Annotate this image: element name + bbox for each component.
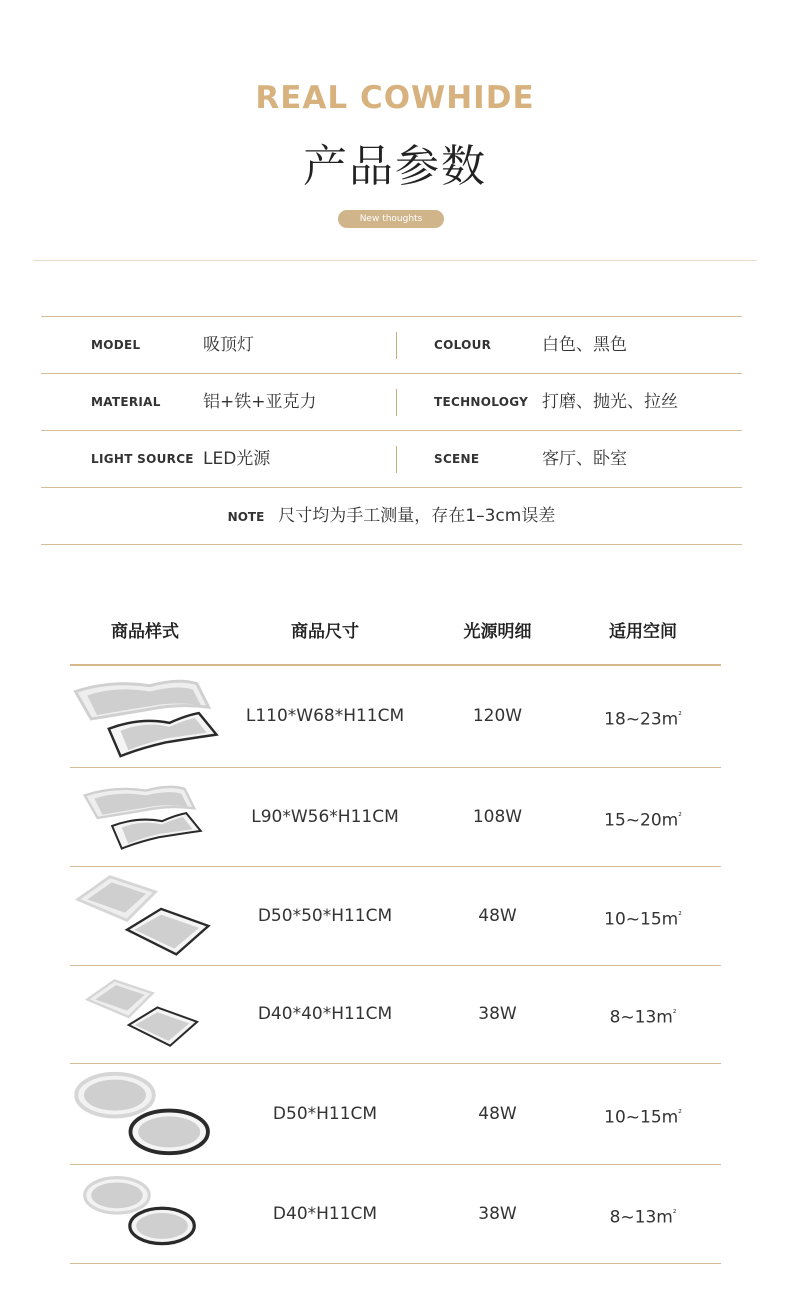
spec-row: [41, 431, 742, 487]
table-header: [70, 600, 721, 666]
area-cell: [565, 966, 721, 1067]
area-unit-sup: ²: [678, 711, 682, 721]
table-row: [70, 867, 721, 966]
power-cell: 38W: [478, 1004, 517, 1024]
area-value: 10~15: [604, 909, 662, 930]
area-unit-sup: ²: [678, 911, 682, 921]
area-unit: m: [661, 709, 679, 730]
area-cell: [565, 867, 721, 969]
area-unit: m: [661, 909, 679, 930]
divider: [396, 389, 397, 416]
area-unit-sup: ²: [672, 1209, 677, 1219]
spec-label: COLOUR: [434, 338, 492, 352]
spec-row: [41, 374, 742, 430]
power-cell: 48W: [478, 906, 517, 926]
power-cell: 48W: [478, 1104, 517, 1124]
spec-label: SCENE: [434, 452, 480, 466]
area-value: 15~20: [604, 810, 662, 831]
table-row: [70, 966, 721, 1064]
area-unit: m: [656, 1207, 673, 1228]
size-cell: D40*40*H11CM: [257, 1004, 393, 1024]
size-cell: L90*W56*H11CM: [251, 807, 399, 827]
area-value: 18~23: [604, 709, 662, 730]
brand-title: REAL COWHIDE: [255, 80, 535, 116]
page-title: 产品参数: [303, 141, 487, 192]
spec-label: MODEL: [91, 338, 141, 352]
area-unit: m: [661, 810, 679, 831]
lamp-thumbnail: [70, 1068, 220, 1160]
spec-row: [41, 317, 742, 373]
lamp-thumbnail: [70, 772, 220, 862]
area-cell: [565, 1064, 721, 1168]
lamp-thumbnail: [70, 871, 220, 961]
column-header: 商品尺寸: [291, 622, 359, 642]
area-unit: m: [656, 1007, 673, 1028]
power-cell: 38W: [478, 1204, 517, 1224]
divider: [396, 446, 397, 473]
size-cell: D50*H11CM: [272, 1104, 378, 1124]
divider: [396, 332, 397, 359]
spec-value: 白色、黑色: [542, 335, 627, 355]
area-unit-sup: ²: [678, 1109, 682, 1119]
note-row: [41, 488, 742, 544]
power-cell: 120W: [472, 706, 523, 726]
divider: [33, 260, 757, 261]
spec-value: 铝+铁+亚克力: [203, 392, 317, 412]
size-cell: D40*H11CM: [272, 1204, 378, 1224]
column-header: 适用空间: [609, 622, 677, 642]
note-value: 尺寸均为手工测量，存在1–3cm误差: [278, 506, 556, 526]
column-header: 商品样式: [111, 622, 179, 642]
divider: [41, 544, 742, 545]
area-cell: [565, 768, 721, 870]
lamp-thumbnail: [70, 1169, 220, 1259]
spec-label: LIGHT SOURCE: [91, 452, 194, 466]
area-cell: [565, 666, 721, 771]
lamp-thumbnail: [70, 670, 220, 763]
area-unit: m: [661, 1107, 679, 1128]
spec-value: 客厅、卧室: [542, 449, 627, 469]
spec-value: LED光源: [203, 449, 271, 469]
product-table: [70, 600, 721, 1264]
lamp-thumbnail: [70, 970, 220, 1059]
area-value: 8~13: [609, 1207, 657, 1228]
spec-label: MATERIAL: [91, 395, 161, 409]
column-header: 光源明细: [463, 622, 532, 642]
table-row: [70, 768, 721, 867]
tag-pill: New thoughts: [338, 210, 444, 228]
spec-value: 打磨、抛光、拉丝: [542, 392, 678, 412]
size-cell: D50*50*H11CM: [257, 906, 393, 926]
area-value: 8~13: [609, 1007, 657, 1028]
note-label: NOTE: [227, 510, 265, 524]
area-unit-sup: ²: [678, 812, 682, 822]
spec-value: 吸顶灯: [203, 335, 254, 355]
spec-label: TECHNOLOGY: [434, 395, 529, 409]
table-row: [70, 1165, 721, 1264]
spec-table: [41, 316, 742, 545]
area-unit-sup: ²: [672, 1009, 677, 1019]
area-cell: [565, 1165, 721, 1267]
area-value: 10~15: [604, 1107, 662, 1128]
size-cell: L110*W68*H11CM: [245, 706, 405, 726]
power-cell: 108W: [472, 807, 523, 827]
table-row: [70, 666, 721, 768]
table-row: [70, 1064, 721, 1165]
